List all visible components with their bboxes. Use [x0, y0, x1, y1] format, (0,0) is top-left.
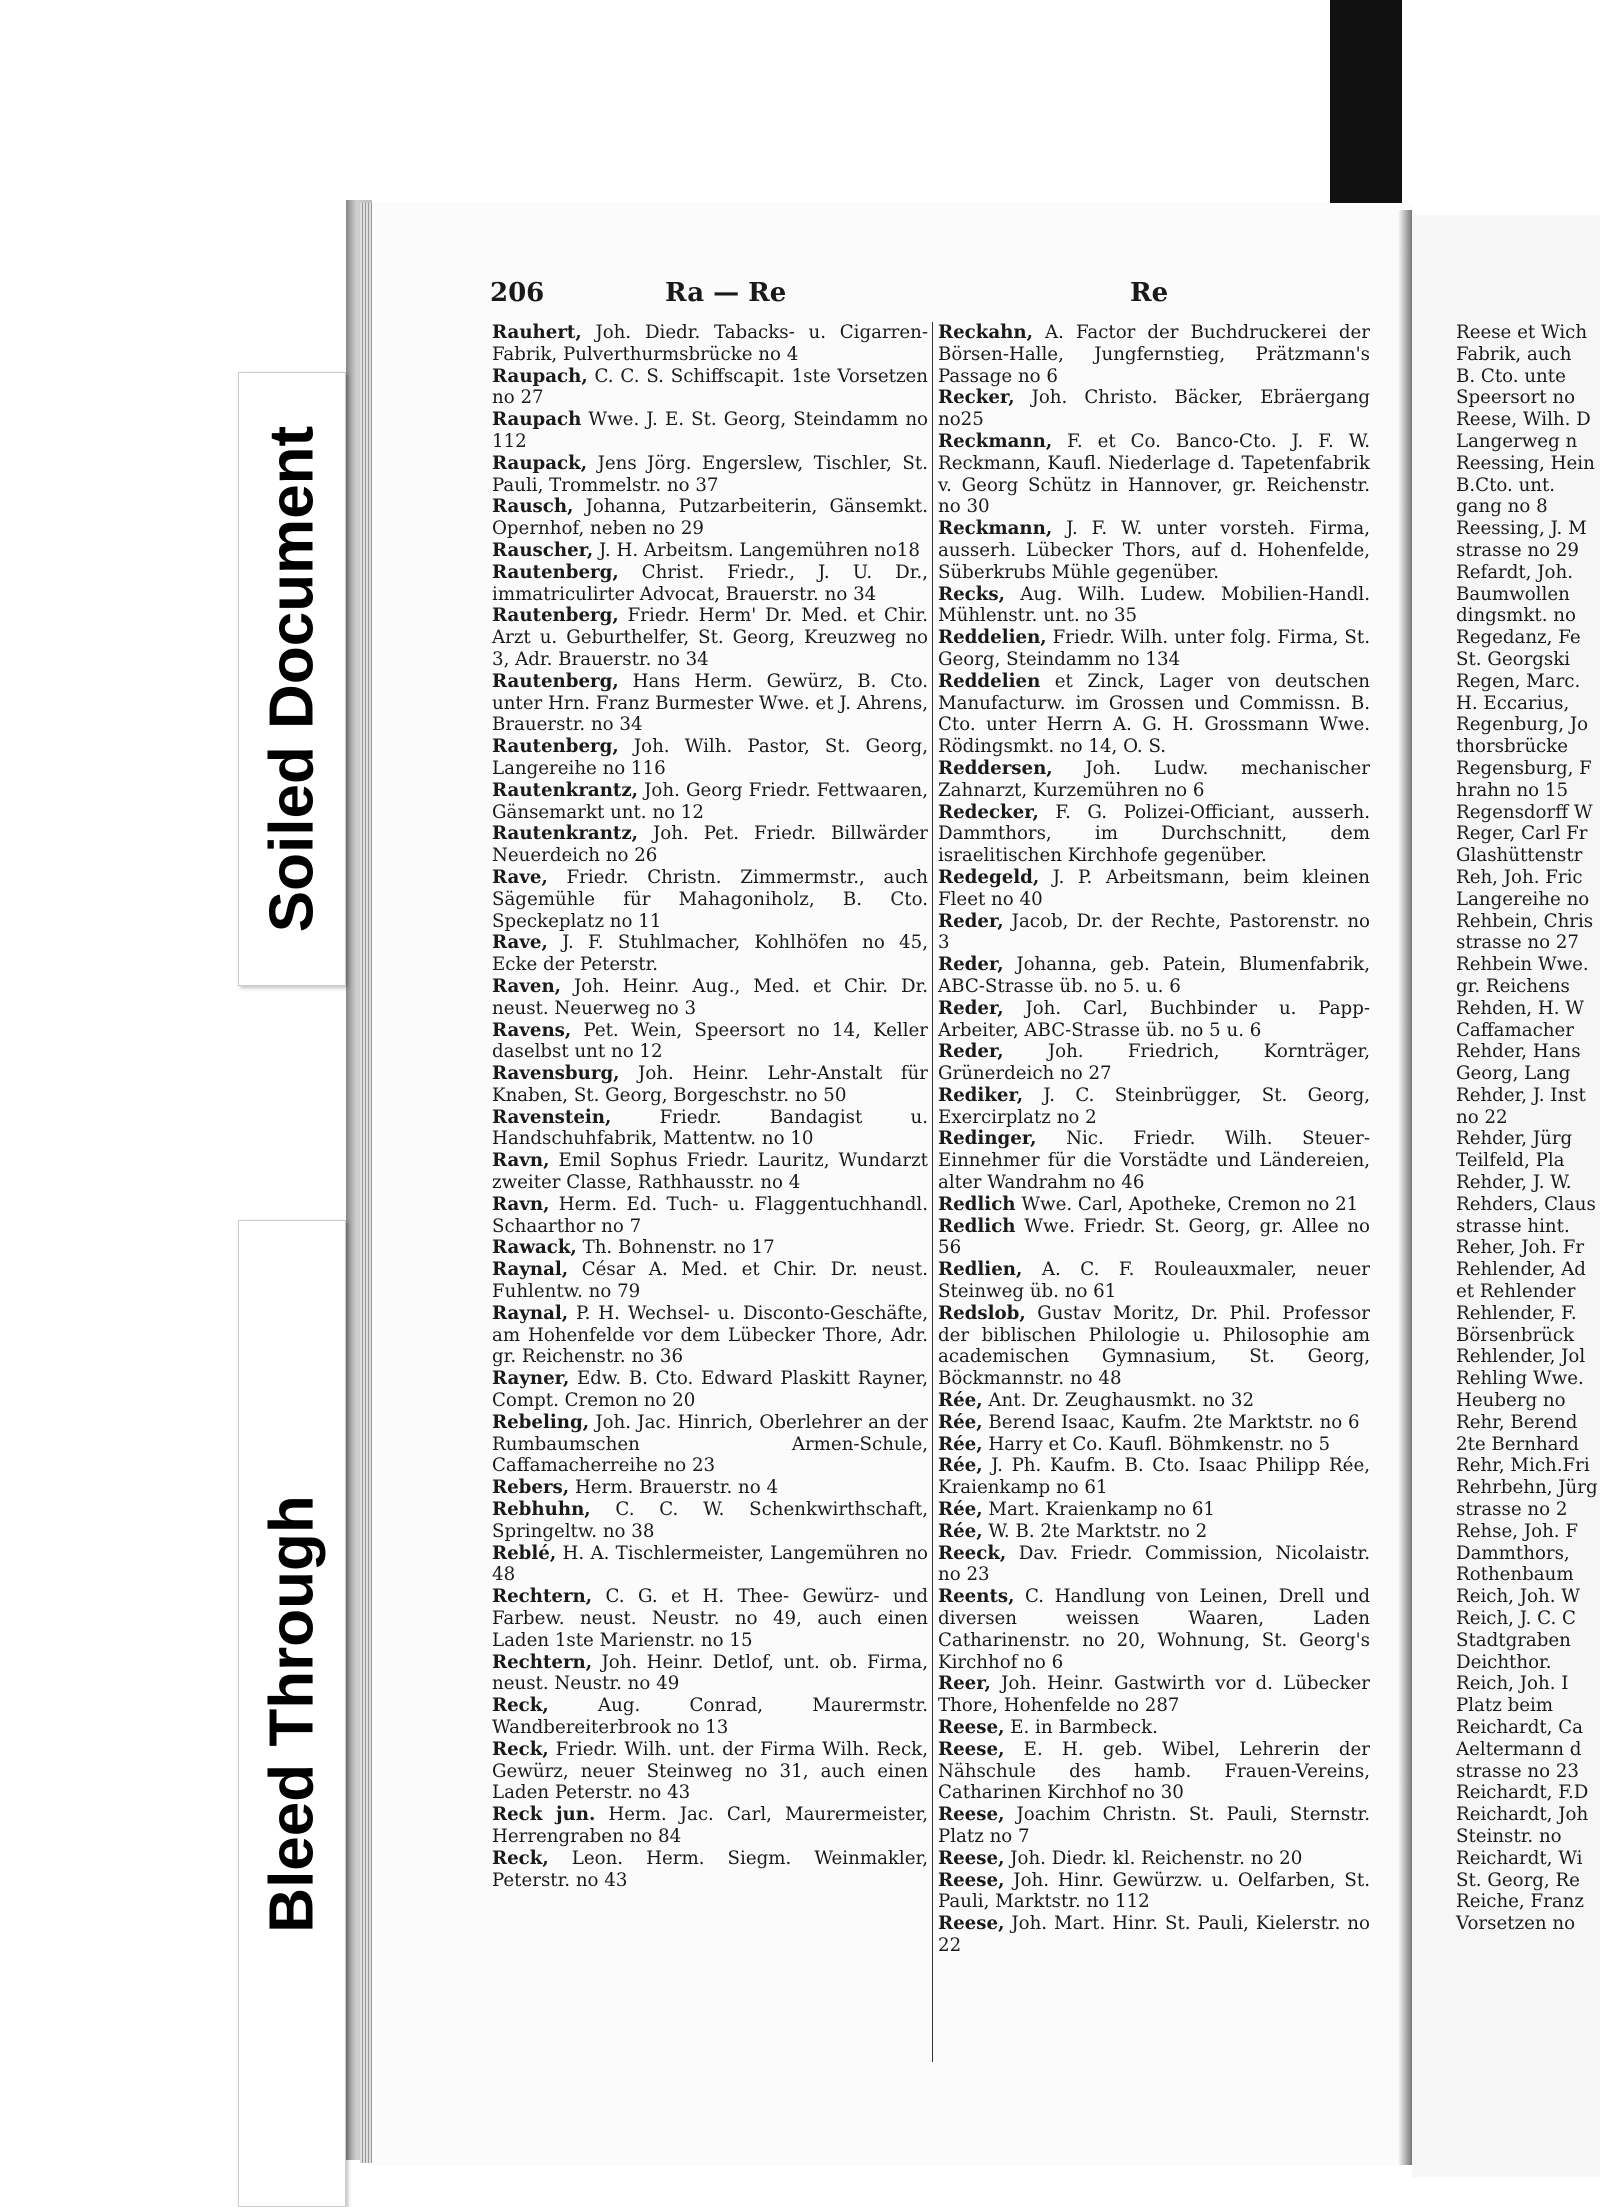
column-divider	[932, 322, 933, 2062]
directory-entry	[492, 1107, 928, 1151]
entry-details: Joh. Georg Friedr. Fettwaaren, Gänsemarkt unt. no 12	[492, 779, 928, 823]
directory-entry	[492, 496, 928, 540]
partial-entry-line: Rehder, J. W.	[1456, 1172, 1572, 1194]
entry-details: Joh. Pet. Friedr. Billwärder Neuerdeich no 26	[492, 823, 928, 867]
entry-surname: Rée,	[938, 1455, 983, 1477]
entry-surname: Reese,	[938, 1717, 1005, 1738]
entry-surname: Reck,	[492, 1695, 549, 1717]
entry-surname: Reder,	[938, 910, 1004, 932]
partial-entry-line: Refardt, Joh.	[1456, 561, 1573, 583]
directory-entry	[938, 1499, 1370, 1521]
partial-entry-line: Rehse, Joh. F	[1456, 1520, 1578, 1542]
entry-details: Aug. Wilh. Ludew. Mobilien-Handl. Mühlenstr. unt. no 35	[938, 583, 1370, 627]
entry-details: Friedr. Wilh. unt. der Firma Wilh. Reck, Gewürz, neuer Steinweg no 31, auch einen Laden Peterstr. no 43	[492, 1738, 928, 1804]
entry-details: J. Ph. Kaufm. B. Cto. Isaac Philipp Rée, Kraienkamp no 61	[938, 1455, 1370, 1499]
partial-entry-line: Rehr, Mich.Fri	[1456, 1455, 1590, 1477]
entry-surname: Rebeling,	[492, 1411, 590, 1433]
partial-entry-line: Steinstr. no	[1456, 1825, 1562, 1847]
entry-surname: Rebers,	[492, 1477, 570, 1499]
entry-surname: Rayner,	[492, 1368, 570, 1390]
directory-entry	[492, 671, 928, 736]
entry-surname: Rée,	[938, 1411, 983, 1433]
entry-surname: Rautenberg,	[492, 561, 619, 583]
partial-entry-line: Aeltermann d	[1456, 1738, 1582, 1760]
directory-entry	[938, 627, 1370, 671]
directory-entry	[938, 387, 1370, 431]
entry-surname: Rautenkrantz,	[492, 779, 638, 801]
partial-entry-line: B.Cto. unt.	[1456, 474, 1556, 496]
directory-entry	[492, 1368, 928, 1412]
partial-entry-line: Rehlender, Ad	[1456, 1259, 1586, 1281]
directory-entry	[938, 954, 1370, 998]
directory-entry	[938, 1673, 1370, 1717]
partial-entry-line: Reich, J. C. C	[1456, 1608, 1576, 1630]
partial-entry-line: Regensburg, F	[1456, 757, 1592, 779]
partial-entry-line: Reessing, J. M	[1456, 518, 1587, 540]
entry-surname: Redlien,	[938, 1259, 1023, 1281]
directory-entry	[492, 409, 928, 453]
entry-surname: Rauhert,	[492, 322, 582, 343]
directory-entry	[938, 1913, 1370, 1957]
entry-details: et Zinck, Lager von deutschen Manufacturw. im Grossen und Commissn. B. Cto. unter Herrn A. G. H. Grossmann Wwe. Rödingsmkt. no 14, O. S.	[938, 670, 1370, 758]
directory-entry	[492, 1477, 928, 1499]
entry-details: E. H. geb. Wibel, Lehrerin der Nähschule des hamb. Frauen-Vereins, Catharinen Kirchhof no 30	[938, 1738, 1370, 1804]
partial-entry-line: H. Eccarius,	[1456, 692, 1570, 714]
entry-surname: Reeck,	[938, 1542, 1007, 1564]
directory-entry	[938, 1259, 1370, 1303]
partial-entry-line: strasse no 23	[1456, 1760, 1579, 1782]
directory-column-1	[492, 322, 928, 1891]
entry-surname: Rautenberg,	[492, 605, 619, 627]
directory-entry	[492, 1063, 928, 1107]
entry-details: Harry et Co. Kaufl. Böhmkenstr. no 5	[988, 1433, 1331, 1455]
partial-entry-line: et Rehlender	[1456, 1281, 1576, 1303]
partial-entry-line: strasse no 27	[1456, 932, 1579, 954]
directory-entry	[938, 1085, 1370, 1129]
entry-details: E. in Barmbeck.	[1010, 1717, 1158, 1738]
partial-entry-line: Speersort no	[1456, 387, 1576, 409]
entry-details: Nic. Friedr. Wilh. Steuer-Einnehmer für die Vorstädte und Ländereien, alter Wandrahm no 46	[938, 1128, 1370, 1194]
page-gutter	[1398, 210, 1412, 2165]
entry-surname: Rave,	[492, 866, 548, 888]
directory-entry	[492, 780, 928, 824]
partial-entry-line: Rehling Wwe.	[1456, 1368, 1584, 1390]
partial-entry-line: Rothenbaum	[1456, 1564, 1574, 1586]
bleed-through-label: Bleed Through	[257, 1494, 327, 1933]
directory-entry	[938, 584, 1370, 628]
partial-entry-line: Rehder, Hans	[1456, 1041, 1581, 1063]
directory-entry	[492, 1543, 928, 1587]
entry-surname: Reese,	[938, 1847, 1005, 1869]
entry-surname: Raynal,	[492, 1259, 569, 1281]
entry-details: W. B. 2te Marktstr. no 2	[988, 1520, 1208, 1542]
partial-entry-line: Georg, Lang	[1456, 1063, 1571, 1085]
bleed-through-tab	[238, 1220, 346, 2207]
partial-entry-line: Rehlender, Jol	[1456, 1346, 1586, 1368]
entry-details: Joh. Ludw. mechanischer Zahnarzt, Kurzemühren no 6	[938, 757, 1370, 801]
entry-details: Dav. Friedr. Commission, Nicolaistr. no 23	[938, 1542, 1370, 1586]
entry-details: Joh. Friedrich, Kornträger, Grünerdeich no 27	[938, 1041, 1370, 1085]
entry-details: C. G. et H. Thee- Gewürz- und Farbew. neust. Neustr. no 49, auch einen Laden 1ste Marienstr. no 15	[492, 1586, 928, 1651]
entry-surname: Reck jun.	[492, 1804, 596, 1826]
directory-entry	[938, 1455, 1370, 1499]
partial-entry-line: Vorsetzen no	[1456, 1913, 1576, 1935]
entry-details: Joh. Hinr. Gewürzw. u. Oelfarben, St. Pauli, Marktstr. no 112	[938, 1869, 1370, 1913]
partial-entry-line: Caffamacher	[1456, 1019, 1574, 1041]
directory-entry	[938, 1848, 1370, 1870]
entry-details: Herm. Ed. Tuch- u. Flaggentuchhandl. Schaarthor no 7	[492, 1193, 928, 1237]
entry-details: C. C. W. Schenkwirthschaft, Springeltw. no 38	[492, 1499, 928, 1542]
partial-entry-line: Rehlender, F.	[1456, 1302, 1577, 1324]
directory-entry	[492, 562, 928, 606]
partial-entry-line: 2te Bernhard	[1456, 1433, 1579, 1455]
partial-entry-line: Glashüttenstr	[1456, 845, 1583, 867]
entry-surname: Redlich	[938, 1193, 1016, 1215]
partial-entry-line: B. Cto. unte	[1456, 365, 1566, 387]
directory-entry	[938, 911, 1370, 955]
directory-entry	[938, 1717, 1370, 1739]
entry-surname: Rée,	[938, 1520, 983, 1542]
entry-details: J. F. W. unter vorsteh. Firma, ausserh. Lübecker Thors, auf d. Hohenfelde, Süberkrubs Mühle gegenüber.	[938, 518, 1370, 583]
partial-entry-line: thorsbrücke	[1456, 736, 1569, 758]
directory-entry	[938, 1521, 1370, 1543]
entry-details: Friedr. Bandagist u. Handschuhfabrik, Mattentw. no 10	[492, 1106, 928, 1150]
entry-surname: Raynal,	[492, 1302, 569, 1324]
partial-entry-line: no 22	[1456, 1106, 1508, 1128]
entry-details: Joh. Wilh. Pastor, St. Georg, Langereihe no 116	[492, 736, 928, 779]
directory-entry	[492, 823, 928, 867]
entry-surname: Reck,	[492, 1847, 549, 1869]
partial-entry-line: St. Georg, Re	[1456, 1869, 1580, 1891]
entry-surname: Reckmann,	[938, 430, 1053, 452]
entry-surname: Raven,	[492, 975, 562, 997]
entry-surname: Reck,	[492, 1738, 549, 1760]
directory-entry	[938, 431, 1370, 518]
entry-surname: Rée,	[938, 1499, 983, 1521]
partial-entry-line: Reichardt, Ca	[1456, 1717, 1583, 1738]
entry-details: Ant. Dr. Zeughausmkt. no 32	[988, 1390, 1255, 1412]
entry-surname: Reder,	[938, 954, 1004, 976]
entry-details: César A. Med. et Chir. Dr. neust. Fuhlentw. no 79	[492, 1259, 928, 1303]
entry-surname: Reents,	[938, 1586, 1015, 1608]
partial-entry-line: Reher, Joh. Fr	[1456, 1237, 1585, 1259]
partial-entry-line: hrahn no 15	[1456, 779, 1569, 801]
directory-entry	[492, 366, 928, 410]
partial-entry-line: Langerweg n	[1456, 430, 1578, 452]
partial-entry-line: Reese, Wilh. D	[1456, 409, 1591, 431]
entry-surname: Raupach	[492, 409, 582, 431]
entry-details: J. H. Arbeitsm. Langemühren no18	[599, 539, 920, 561]
entry-surname: Rautenkrantz,	[492, 823, 638, 845]
partial-entry-line: Reichardt, Wi	[1456, 1847, 1583, 1869]
partial-entry-line: Rehrbehn, Jürg	[1456, 1477, 1598, 1499]
entry-details: Pet. Wein, Speersort no 14, Keller daselbst unt no 12	[492, 1019, 928, 1063]
entry-details: Johanna, geb. Patein, Blumenfabrik, ABC-Strasse üb. no 5. u. 6	[938, 954, 1370, 997]
entry-details: Joh. Jac. Hinrich, Oberlehrer an der Rumbaumschen Armen-Schule, Caffamacherreihe no 23	[492, 1411, 928, 1477]
entry-details: C. C. S. Schiffscapit. 1ste Vorsetzen no 27	[492, 365, 928, 409]
partial-entry-line: Baumwollen	[1456, 583, 1570, 605]
entry-surname: Reddersen,	[938, 757, 1053, 779]
entry-surname: Reer,	[938, 1673, 991, 1695]
partial-entry-line: Fabrik, auch	[1456, 343, 1572, 365]
partial-entry-line: Reger, Carl Fr	[1456, 823, 1588, 845]
soiled-document-label: Soiled Document	[257, 425, 327, 933]
entry-details: Emil Sophus Friedr. Lauritz, Wundarzt zweiter Classe, Rathhausstr. no 4	[492, 1150, 928, 1194]
directory-entry	[492, 453, 928, 497]
directory-entry	[938, 1390, 1370, 1412]
entry-surname: Raupack,	[492, 452, 588, 474]
entry-surname: Rée,	[938, 1433, 983, 1455]
entry-surname: Reder,	[938, 1041, 1004, 1063]
entry-details: Joh. Heinr. Detlof, unt. ob. Firma, neust. Neustr. no 49	[492, 1651, 928, 1695]
entry-surname: Ravn,	[492, 1150, 550, 1172]
entry-details: F. G. Polizei-Officiant, ausserh. Dammthors, im Durchschnitt, dem israelitischen Kirchhofe gegenüber.	[938, 801, 1370, 867]
partial-entry-line: Rehden, H. W	[1456, 997, 1584, 1019]
partial-entry-line: Reiche, Franz	[1456, 1891, 1584, 1913]
entry-surname: Recks,	[938, 583, 1005, 605]
directory-entry	[492, 736, 928, 780]
entry-surname: Ravn,	[492, 1193, 550, 1215]
directory-entry	[492, 1499, 928, 1543]
entry-details: C. Handlung von Leinen, Drell und diversen weissen Waaren, Laden Catharinenstr. no 20, Wohnung, St. Georg's Kirchhof no 6	[938, 1586, 1370, 1673]
directory-entry	[492, 1303, 928, 1368]
directory-column-2	[938, 322, 1370, 1957]
entry-details: Joachim Christn. St. Pauli, Sternstr. Platz no 7	[938, 1804, 1370, 1847]
entry-surname: Rausch,	[492, 496, 574, 518]
entry-details: Edw. B. Cto. Edward Plaskitt Rayner, Compt. Cremon no 20	[492, 1368, 928, 1412]
directory-entry	[938, 1412, 1370, 1434]
entry-details: Joh. Christo. Bäcker, Ebräergang no25	[938, 387, 1370, 431]
entry-surname: Redslob,	[938, 1302, 1026, 1324]
entry-details: Jacob, Dr. der Rechte, Pastorenstr. no 3	[938, 910, 1370, 954]
partial-entry-line: Reese et Wich	[1456, 322, 1588, 343]
entry-surname: Rautenberg,	[492, 670, 619, 692]
directory-entry	[492, 1739, 928, 1804]
entry-details: Herm. Jac. Carl, Maurermeister, Herrengraben no 84	[492, 1804, 928, 1847]
entry-surname: Reese,	[938, 1913, 1005, 1935]
directory-entry	[938, 518, 1370, 583]
entry-details: Joh. Heinr. Gastwirth vor d. Lübecker Thore, Hohenfelde no 287	[938, 1673, 1370, 1717]
entry-details: Gustav Moritz, Dr. Phil. Professor der biblischen Philologie u. Philosophie am academischen Gymnasium, St. Georg, Böckmannstr. no 48	[938, 1302, 1370, 1390]
entry-surname: Redegeld,	[938, 866, 1040, 888]
directory-entry	[492, 1804, 928, 1848]
soiled-document-tab	[238, 372, 346, 986]
partial-entry-line: Regen, Marc.	[1456, 670, 1581, 692]
directory-entry	[938, 322, 1370, 387]
entry-details: A. C. F. Rouleauxmaler, neuer Steinweg üb. no 61	[938, 1259, 1370, 1303]
entry-surname: Ravenstein,	[492, 1106, 612, 1128]
entry-details: Friedr. Christn. Zimmermstr., auch Sägemühle für Mahagoniholz, B. Cto. Speckeplatz no 11	[492, 866, 928, 932]
entry-details: H. A. Tischlermeister, Langemühren no 48	[492, 1542, 928, 1586]
directory-entry	[492, 1652, 928, 1696]
partial-entry-line: Stadtgraben	[1456, 1629, 1571, 1651]
entry-details: Joh. Diedr. kl. Reichenstr. no 20	[1010, 1847, 1303, 1869]
entry-details: Wwe. J. E. St. Georg, Steindamm no 112	[492, 409, 928, 452]
entry-surname: Rave,	[492, 932, 548, 954]
directory-entry	[938, 1434, 1370, 1456]
directory-entry	[938, 1216, 1370, 1260]
directory-entry	[492, 1020, 928, 1064]
partial-entry-line: Teilfeld, Pla	[1456, 1150, 1565, 1172]
partial-entry-line: St. Georgski	[1456, 648, 1571, 670]
entry-details: Jens Jörg. Engerslew, Tischler, St. Pauli, Trommelstr. no 37	[492, 452, 928, 496]
entry-details: Joh. Carl, Buchbinder u. Papp-Arbeiter, ABC-Strasse üb. no 5 u. 6	[938, 997, 1370, 1041]
entry-details: J. C. Steinbrügger, St. Georg, Exercirplatz no 2	[938, 1084, 1370, 1128]
entry-surname: Rautenberg,	[492, 736, 619, 758]
partial-entry-line: Rehbein, Chris	[1456, 910, 1594, 932]
entry-details: Friedr. Wilh. unter folg. Firma, St. Georg, Steindamm no 134	[938, 627, 1370, 670]
running-head-left: Ra — Re	[665, 278, 787, 308]
running-head-right: Re	[1130, 278, 1169, 308]
directory-entry	[938, 998, 1370, 1042]
directory-entry	[492, 1259, 928, 1303]
directory-entry	[492, 867, 928, 932]
partial-entry-line: strasse hint.	[1456, 1215, 1570, 1237]
partial-entry-line: Langereihe no	[1456, 888, 1590, 910]
entry-details: Aug. Conrad, Maurermstr. Wandbereiterbrook no 13	[492, 1695, 928, 1738]
entry-surname: Reddelien	[938, 670, 1041, 692]
entry-details: Leon. Herm. Siegm. Weinmakler, Peterstr. no 43	[492, 1847, 928, 1891]
directory-entry	[938, 1543, 1370, 1587]
entry-surname: Raupach,	[492, 365, 588, 387]
directory-entry	[492, 932, 928, 976]
entry-details: Wwe. Friedr. St. Georg, gr. Allee no 56	[938, 1215, 1370, 1259]
entry-details: Joh. Diedr. Tabacks- u. Cigarren-Fabrik, Pulverthurmsbrücke no 4	[492, 322, 928, 365]
page-number: 206	[490, 278, 545, 308]
partial-entry-line: Rehder, Jürg	[1456, 1128, 1573, 1150]
partial-entry-line: Regensdorff W	[1456, 801, 1593, 823]
directory-entry	[492, 322, 928, 366]
directory-entry	[492, 605, 928, 670]
entry-details: Wwe. Carl, Apotheke, Cremon no 21	[1021, 1193, 1359, 1215]
entry-details: P. H. Wechsel- u. Disconto-Geschäfte, am Hohenfelde vor dem Lübecker Thore, Adr. gr. Reichenstr. no 36	[492, 1302, 928, 1368]
directory-entry	[938, 758, 1370, 802]
entry-surname: Reckmann,	[938, 518, 1053, 540]
directory-entry	[492, 976, 928, 1020]
entry-details: J. F. Stuhlmacher, Kohlhöfen no 45, Ecke der Peterstr.	[492, 932, 928, 976]
partial-entry-line: dingsmkt. no	[1456, 605, 1576, 627]
entry-surname: Recker,	[938, 387, 1015, 409]
directory-entry	[938, 671, 1370, 758]
entry-details: F. et Co. Banco-Cto. J. F. W. Reckmann, Kaufl. Niederlage d. Tapetenfabrik v. Georg Schütz in Hannover, gr. Reichenstr. no 30	[938, 430, 1370, 518]
entry-surname: Rauscher,	[492, 539, 594, 561]
directory-entry	[938, 1128, 1370, 1193]
partial-entry-line: strasse no 29	[1456, 539, 1579, 561]
partial-entry-line: strasse no 2	[1456, 1499, 1568, 1521]
directory-entry	[492, 1237, 928, 1259]
partial-entry-line: Reh, Joh. Fric	[1456, 866, 1583, 888]
partial-entry-line: Reichardt, Joh	[1456, 1804, 1589, 1826]
entry-surname: Rechtern,	[492, 1651, 593, 1673]
partial-entry-line: Heuberg no	[1456, 1390, 1566, 1412]
entry-surname: Redecker,	[938, 801, 1039, 823]
entry-details: J. P. Arbeitsmann, beim kleinen Fleet no 40	[938, 866, 1370, 910]
entry-surname: Redinger,	[938, 1128, 1037, 1150]
partial-entry-line: Regedanz, Fe	[1456, 627, 1581, 649]
directory-entry	[938, 1870, 1370, 1914]
partial-entry-line: Platz beim	[1456, 1695, 1554, 1717]
entry-details: Joh. Heinr. Aug., Med. et Chir. Dr. neust. Neuerweg no 3	[492, 975, 928, 1019]
entry-surname: Rée,	[938, 1390, 983, 1412]
directory-entry	[938, 1804, 1370, 1848]
entry-surname: Reder,	[938, 997, 1004, 1019]
entry-details: Johanna, Putzarbeiterin, Gänsemkt. Opernhof, neben no 29	[492, 496, 928, 540]
directory-entry	[492, 1848, 928, 1892]
directory-entry	[938, 802, 1370, 867]
partial-entry-line: Rehr, Berend	[1456, 1411, 1578, 1433]
partial-entry-line: Dammthors,	[1456, 1542, 1570, 1564]
entry-details: Friedr. Herm' Dr. Med. et Chir. Arzt u. Geburthelfer, St. Georg, Kreuzweg no 3, Adr. Brauerstr. no 34	[492, 605, 928, 670]
entry-details: A. Factor der Buchdruckerei der Börsen-Halle, Jungfernstieg, Prätzmann's Passage no 6	[938, 322, 1370, 387]
partial-entry-line: Rehder, J. Inst	[1456, 1084, 1586, 1106]
partial-entry-line: Reich, Joh. W	[1456, 1586, 1580, 1608]
entry-surname: Rebhuhn,	[492, 1499, 591, 1521]
directory-entry	[492, 1695, 928, 1739]
entry-surname: Reese,	[938, 1869, 1005, 1891]
directory-entry	[492, 1150, 928, 1194]
entry-surname: Ravens,	[492, 1019, 572, 1041]
partial-entry-line: Reichardt, F.D	[1456, 1782, 1589, 1804]
directory-entry	[492, 1412, 928, 1477]
entry-surname: Reese,	[938, 1804, 1005, 1826]
partial-entry-line: Rehders, Claus	[1456, 1193, 1596, 1215]
directory-entry	[938, 1194, 1370, 1216]
directory-entry	[938, 1041, 1370, 1085]
entry-surname: Redlich	[938, 1215, 1016, 1237]
directory-entry	[938, 1586, 1370, 1673]
entry-surname: Reckahn,	[938, 322, 1033, 343]
entry-surname: Reese,	[938, 1738, 1005, 1760]
entry-surname: Rawack,	[492, 1237, 577, 1259]
entry-details: Christ. Friedr., J. U. Dr., immatriculirter Advocat, Brauerstr. no 34	[492, 561, 928, 605]
entry-details: Hans Herm. Gewürz, B. Cto. unter Hrn. Franz Burmester Wwe. et J. Ahrens, Brauerstr. no 34	[492, 670, 928, 736]
entry-details: Herm. Brauerstr. no 4	[574, 1477, 779, 1499]
partial-entry-line: Rehbein Wwe.	[1456, 954, 1589, 976]
partial-entry-line: Reessing, Hein	[1456, 452, 1595, 474]
entry-surname: Rechtern,	[492, 1586, 593, 1608]
bookmark-strip	[1330, 0, 1402, 232]
directory-entry	[492, 1194, 928, 1238]
entry-surname: Reblé,	[492, 1542, 557, 1564]
directory-entry	[938, 867, 1370, 911]
entry-surname: Rediker,	[938, 1084, 1024, 1106]
entry-details: Berend Isaac, Kaufm. 2te Marktstr. no 6	[988, 1411, 1360, 1433]
directory-entry	[938, 1739, 1370, 1804]
partial-entry-line: gr. Reichens	[1456, 975, 1570, 997]
entry-surname: Ravensburg,	[492, 1063, 620, 1085]
partial-entry-line: Regenburg, Jo	[1456, 714, 1589, 736]
partial-entry-line: Reich, Joh. I	[1456, 1673, 1569, 1695]
directory-entry	[938, 1303, 1370, 1390]
entry-surname: Reddelien,	[938, 627, 1047, 649]
entry-details: Joh. Mart. Hinr. St. Pauli, Kielerstr. no 22	[938, 1913, 1370, 1956]
partial-entry-line: Börsenbrück	[1456, 1324, 1575, 1346]
partial-entry-line: Deichthor.	[1456, 1651, 1552, 1673]
entry-details: Joh. Heinr. Lehr-Anstalt für Knaben, St. Georg, Borgeschstr. no 50	[492, 1063, 928, 1106]
partial-entry-line: gang no 8	[1456, 496, 1548, 518]
entry-details: Th. Bohnenstr. no 17	[582, 1237, 775, 1259]
directory-column-3-partial	[1456, 322, 1600, 1935]
entry-details: Mart. Kraienkamp no 61	[988, 1499, 1215, 1521]
directory-entry	[492, 1586, 928, 1651]
directory-entry	[492, 540, 928, 562]
